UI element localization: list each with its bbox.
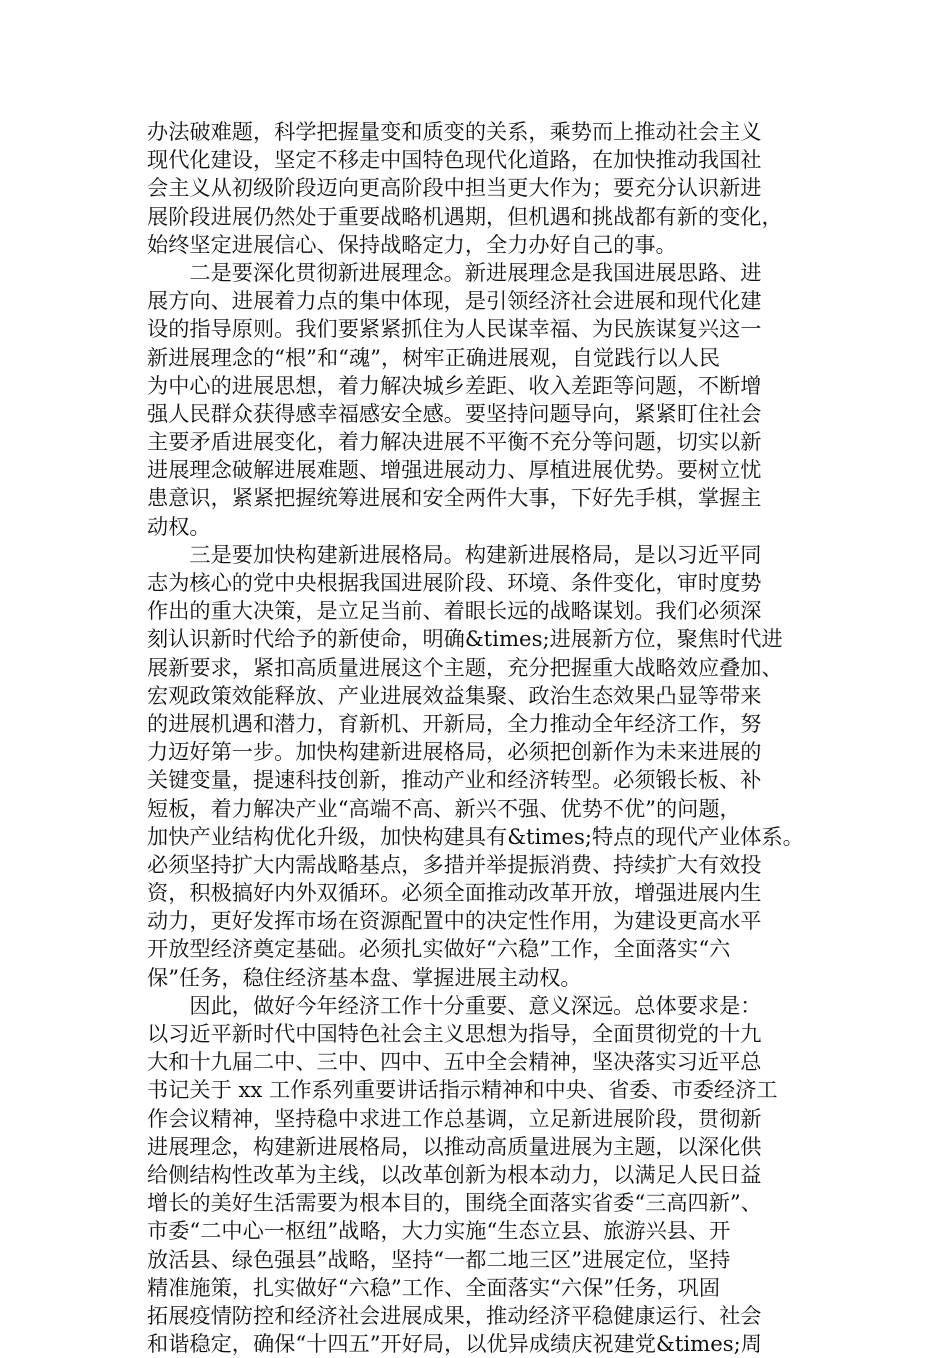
- text-line: 增长的美好生活需要为根本目的，围绕全面落实省委“三高四新”、: [147, 1190, 762, 1216]
- text-line: 现代化建设，坚定不移走中国特色现代化道路，在加快推动我国社: [147, 147, 762, 173]
- text-line: 办法破难题，科学把握量变和质变的关系，乘势而上推动社会主义: [147, 119, 762, 144]
- text-line: 给侧结构性改革为主线，以改革创新为根本动力，以满足人民日益: [147, 1161, 762, 1187]
- text-line: 展新要求，紧扣高质量进展这个主题，充分把握重大战略效应叠加、: [147, 654, 783, 680]
- text-line: 精准施策，扎实做好“六稳”工作、全面落实“六保”任务，巩固: [147, 1274, 721, 1300]
- text-line: 加快产业结构优化升级，加快构建具有&times;特点的现代产业体系。: [147, 823, 804, 849]
- text-line: 和谐稳定，确保“十四五”开好局，以优异成绩庆祝建党&times;周: [147, 1331, 762, 1357]
- text-line: 展方向、进展着力点的集中体现，是引领经济社会进展和现代化建: [147, 288, 762, 314]
- text-line: 志为核心的党中央根据我国进展阶段、环境、条件变化，审时度势: [147, 570, 762, 595]
- text-line: 放活县、绿色强县”战略，坚持“一都二地三区”进展定位，坚持: [147, 1246, 731, 1272]
- text-line: 市委“二中心一枢纽”战略，大力实施“生态立县、旅游兴县、开: [147, 1218, 731, 1244]
- text-line: 作会议精神，坚持稳中求进工作总基调，立足新进展阶段，贯彻新: [147, 1105, 762, 1131]
- body-text: [147, 118, 803, 1358]
- text-line: 刻认识新时代给予的新使命，明确&times;进展新方位，聚焦时代进: [147, 626, 783, 652]
- text-line: 以习近平新时代中国特色社会主义思想为指导，全面贯彻党的十九: [147, 1021, 762, 1046]
- text-line: 患意识，紧紧把握统筹进展和安全两件大事，下好先手棋，掌握主: [147, 485, 762, 511]
- text-line: 二是要深化贯彻新进展理念。新进展理念是我国进展思路、进: [147, 259, 762, 285]
- text-line: 开放型经济奠定基础。必须扎实做好“六稳”工作，全面落实“六: [147, 936, 731, 962]
- text-line: 强人民群众获得感幸福感安全感。要坚持问题导向，紧紧盯住社会: [147, 400, 762, 426]
- text-line: 的进展机遇和潜力，育新机、开新局，全力推动全年经济工作，努: [147, 710, 762, 736]
- text-line: 展阶段进展仍然处于重要战略机遇期，但机遇和挑战都有新的变化，: [147, 203, 783, 229]
- text-line: 拓展疫情防控和经济社会进展成果，推动经济平稳健康运行、社会: [147, 1302, 762, 1328]
- text-line: 宏观政策效能释放、产业进展效益集聚、政治生态效果凸显等带来: [147, 682, 762, 708]
- text-line: 短板，着力解决产业“高端不高、新兴不强、优势不优”的问题，: [147, 795, 741, 821]
- text-line: 始终坚定进展信心、保持战略定力，全力办好自己的事。: [147, 231, 677, 257]
- text-line: 设的指导原则。我们要紧紧抓住为人民谋幸福、为民族谋复兴这一: [147, 316, 762, 342]
- text-line: 大和十九届二中、三中、四中、五中全会精神，坚决落实习近平总: [147, 1049, 762, 1075]
- text-line: 资，积极搞好内外双循环。必须全面推动改革开放，增强进展内生: [147, 880, 762, 906]
- text-line: 作出的重大决策，是立足当前、着眼长远的战略谋划。我们必须深: [147, 598, 762, 624]
- text-line: 关键变量，提速科技创新，推动产业和经济转型。必须锻长板、补: [147, 767, 762, 793]
- text-line: 力迈好第一步。加快构建新进展格局，必须把创新作为未来进展的: [147, 739, 762, 765]
- text-line: 新进展理念的“根”和“魂”，树牢正确进展观，自觉践行以人民: [147, 344, 721, 370]
- text-line: 必须坚持扩大内需战略基点，多措并举提振消费、持续扩大有效投: [147, 851, 762, 877]
- text-line: 书记关于 xx 工作系列重要讲话指示精神和中央、省委、市委经济工: [147, 1077, 778, 1103]
- text-line: 进展理念，构建新进展格局，以推动高质量进展为主题，以深化供: [147, 1133, 762, 1159]
- text-line: 动力，更好发挥市场在资源配置中的决定性作用，为建设更高水平: [147, 908, 762, 934]
- text-line: 为中心的进展思想，着力解决城乡差距、收入差距等问题，不断增: [147, 372, 762, 398]
- text-line: 动权。: [147, 513, 211, 539]
- text-line: 因此，做好今年经济工作十分重要、意义深远。总体要求是：: [147, 992, 762, 1018]
- text-line: 主要矛盾进展变化，着力解决进展不平衡不充分等问题，切实以新: [147, 429, 762, 455]
- text-line: 保”任务，稳住经济基本盘、掌握进展主动权。: [147, 964, 582, 990]
- text-line: 三是要加快构建新进展格局。构建新进展格局，是以习近平同: [147, 541, 762, 567]
- text-line: 进展理念破解进展难题、增强进展动力、厚植进展优势。要树立忧: [147, 457, 762, 483]
- text-line: 会主义从初级阶段迈向更高阶段中担当更大作为；要充分认识新进: [147, 175, 762, 201]
